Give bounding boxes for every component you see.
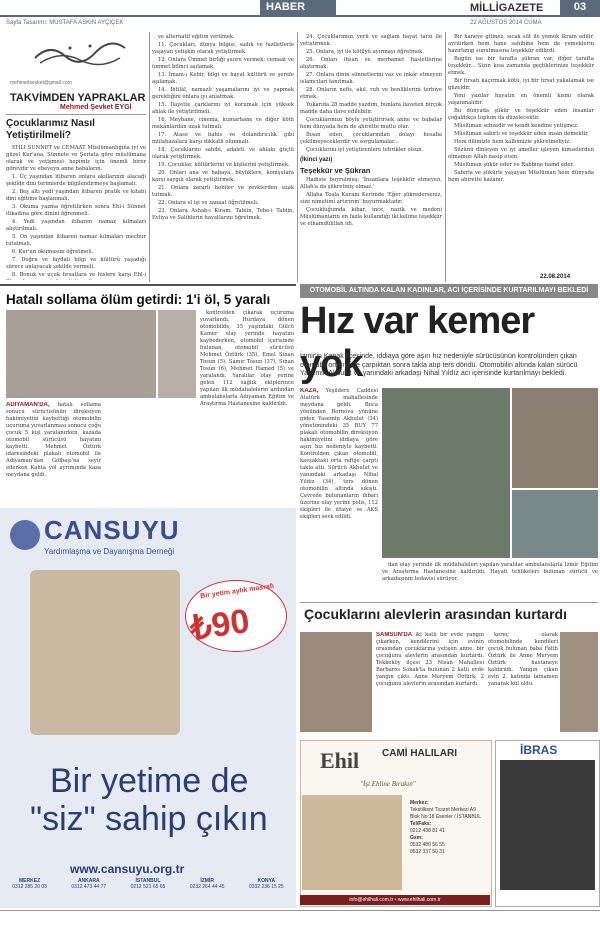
cocuk-headline: Çocuklarını alevlerin arasından kurtardı — [304, 606, 567, 622]
kemer-photo-1 — [382, 388, 510, 558]
crash-scene-photo — [6, 310, 156, 398]
issue-date: 22 AĞUSTOS 2014 CUMA — [470, 20, 542, 26]
children-photo — [30, 570, 180, 735]
ehil-contact: Merkez: Tekstilkent Ticaret Merkezi A9 Blok No:18 Esenler / İSTANBUL Tel/Faks: 0212 438 81 41 Gsm: 0532 480 56 55 0532 337 50 31 — [410, 800, 482, 855]
col-divider — [149, 32, 150, 282]
office-item: MERKEZ 0312 285 20 03 — [12, 878, 47, 890]
kemer-headline: Hız var kemer yok — [300, 300, 535, 385]
kemer-body: KAZA, Yeşildere Caddesi Atatürk mahallesinde meydana geldi. Buca yönünden Bornova yönüne giden Yasemin Akbulut (34) yönetimindeki 35 BUY 77 plakalı otomobilin direksiyon hakimiyetini iddiaya göre aşırı hız nedeniyle kaybetti. Kontrolden çıkan otomobil, kavşaktaki orta refüje çarptı takla attı. Sürücü Akbulut ve yanındaki arkadaşı Nihal Yıldız (34), ters dönen otomobilin altında sıkıştı. Çevrede bulunanların ihbarı üzerine olay yerine polis, 112 ekipleri ile itfaiye ve AKS ekipleri sevk edildi. — [300, 388, 378, 520]
newspaper-name: MİLLİGAZETE — [470, 2, 544, 14]
column-author: Mehmed Şevket EYGİ — [60, 104, 132, 111]
slogan-line-2: "siz" sahip çıkın — [30, 800, 268, 838]
article-column-1: EHLİ SÜNNET ve CEMAAT Müslümanlığına iyi ve güzel Kur'ana, Sünnete ve Şeriata göre müslümana olarak ve yetişmesi hepimiz için önemli birer görevdir ve ebeveyn anne babaların. 1. Üç yaşından itibaren onlara akıllarının alacağı şekilde dini terimlerde bilgilendirmeye başlamalı. 2. Beş altı yedi yaşından itibaren pratik ve kitabi dini eğitime başlanmalı. 3. Okuma yazma öğretilirken sonra Ehl-i Sünnet itikadına göre dinini öğrenmeli. 4. Yedi yaşından itibaren namaz kılmaları alıştırılmalı. 5. On yaşından itibaren namaz kılmaları mecbur tutulmalı. 6. Kur'an okumasını öğretmeli. 7. Doğru ve faydalı bilgi ve kültürü yaşadığı sürece anlayacak şekilde vermeli. 8. Bonuk ve uçuk fırsatlara ve hislere karşı Ehl-i — [6, 145, 146, 278]
section-label: HABER — [260, 0, 336, 15]
kemer-photo-3 — [512, 490, 598, 558]
cansuyu-subtitle: Yardımlaşma ve Dayanışma Derneği — [44, 547, 175, 556]
kemer-lead: İzmir'in Konak ilçesinde, iddiaya göre aşırı hız nedeniyle sürücüsünün kontrolünden çıkan otomobil orta refüje çarpıktan sonra takla atıp ters döndü. Otomobilin altında kalan sürücü Yasemin Akbulut ve yanındaki arkadaşı Nihal Yıldız acı içerisinde kurtarılmayı bekledi. — [300, 353, 578, 377]
cocuk-body-b: kereç olarak otomobilinde kendileri çocuk bulunan baba Fatih Öztürk ile Anne Meryem Öztürk hastaneye kaldırıldı. Yangın çıkan evin 2. katında tamamen yanarak kül oldu. — [488, 632, 558, 687]
cansuyu-brand: CANSUYU — [44, 515, 180, 545]
ehil-web[interactable]: info@ehilhali.com.tr • www.ehilhali.com.tr — [300, 895, 490, 905]
footer-rule — [0, 910, 600, 911]
slogan-line-1: Bir yetime de — [50, 762, 249, 800]
hatali-headline: Hatalı sollama ölüm getirdi: 1'i öl, 5 yaralı — [6, 292, 271, 307]
hatali-body-1: ADIYAMAN'DA, hatalı sollama sonucu sürücüsünün direksiyon hakimiyetini kaybettiği otomobilin uçuruma yuvarlanması sonucu çoğu çocuk 5 kişi yaralanırken, kazada otomobil sürücüsü hayatını kaybetti. Mehmet Öztürk idaresindeki plakalı otomobil ile Adıyaman'dan Gölbaşı'na seyir ederken Kahta yol ayrımında kaza meydana geldi. — [6, 402, 101, 478]
crash-scene-photo-2 — [158, 310, 196, 398]
kemer-kicker: OTOMOBİL ALTINDA KALAN KADINLAR, ACI İÇERİSİNDE KURTARILMAYI BEKLEDİ — [300, 284, 598, 298]
article-column-2: ve alternatif eğitim verilmek. 11. Çocukları, dünya bilgisi, sadık ve faziletlerle yaşayan yetişkin olarak yetiştirmek. 12. Onlara Ümmet birliği şuuru vermek; cemaat ve ümmet bilinci aşılamak. 13. İmam-ı Kebir, bilgi ve hayat kültürü ve şerefe aşılamak. 14. İhtilâl, namazlı yaşamalarını iyi ve yapmak gerektiğini onlara iyi anlatmak. 15. İlayette çarklarını iyi korumak için yüksek ahlak ile yetiştirilmeli. 16. Meyhane, cinema, kumarhane ve diğer kötü mekânlardan uzak tutmalı. 17. Atase ve bahis ve dolandırıcılık gibi mülahazalara karşı dikkatli olunmalı. 18. Çocuklarını sahibi, adaleti ve ahlakı güçlü olarak yetiştirmek. 19. Çocuklar, kültürlerini ve kişilerini yetiştirmek. 20. Onları ana ve babaya, büyüklere, komşulara karşı saygılı olarak yetiştirmek. 21. Onlara zararlı hobiler ve zevklerden uzak tutmak. 22. Onlara el işi ve zanaat öğretilmeli. 23. Onlara Ashab-ı Kiram, Tabiin, Tebe-i Tabiin, Evliya ve Salihlerin hayatlarını öğretmek. — [152, 34, 294, 221]
kemer-body-b: dan olay yerinde ilk müdahaleleri yapılan yaralılar ambulanslarla İzmir Eğitim ve Araştırma Hastanesine kaldırıldı. Hayati tehlikeleri bulunan sürücü ve arkadaşının tedavisi sürüyor. — [382, 562, 598, 582]
fire-photo-1 — [300, 632, 372, 732]
pipe-coil-image — [500, 760, 595, 890]
article-column-4: Bir haneye gitmez, sıcak süt ile yemek ikram edilir, ayrılırken hem hane sahibine hem de yemeklerin hazırlanıp sunulmasına teşekkür edilirdi. Bugün ise bir tarafta şükran var, diğer tarafta teşekkür... Sizin kısa zamanda geçtiklerinize teşekkür etmek. Bir fırsatı kaçırmak kötü, iyi bir fırsat yakalamak ise güzeldir. Yeni yazılar hayatın en önemli kısmı olarak yaşanmalıdır. Bu dünyada şükür ve teşekkür eden insanlar çoğaldıkça toplum da düzelecektir. Müslüman sebzedir ve kendi kendine yetişmez. Müslüman sabırlı ve teşekkür eden insan demektir. Hem dilimizle hem kalbimizle şükretmeliyiz. Sözünü dinleyen ve iyi ameller işleyen kimselerden olmamızı Allah nasip etsin. Müslüman şükür eder ve Rabbine hamd eder. Sabırla ve şükürle yaşayan Müslüman hem dünyada hem ahirette kazanır. — [448, 34, 594, 183]
subhead-kicker: (İkinci yazı) — [300, 157, 333, 163]
ehil-brand: Ehil — [320, 748, 360, 773]
col-divider — [297, 32, 298, 282]
badge-text: Bir yetim aylık masrafı — [199, 582, 275, 601]
ehil-slogan: "İşi Ehline Bırakın" — [360, 780, 416, 788]
column-signoff-date: 22.08.2014 — [540, 274, 571, 280]
carpet-image — [302, 795, 402, 890]
calligraphy-logo-icon — [30, 38, 130, 68]
subhead: Teşekkür ve Şükran — [300, 166, 371, 175]
column-email: mehmedsevket@gmail.com — [10, 80, 72, 86]
col-divider — [445, 32, 446, 282]
cansuyu-url[interactable]: www.cansuyu.org.tr — [70, 862, 185, 876]
office-item: ANKARA 0312 473 44 77 — [71, 878, 107, 890]
article-column-3: 24. Çocuklarımızı yerli ve sağlam hayat tarzı ile yetiştirmek. 25. Onlara, iyi ile kötüyü ayırmayı öğretmek. 26. Onları ihsan ve merhamet hasletlerine alıştırmak. 27. Onlara dinin sünnetlerini vaz ve inkâr etmeyen islamcıları tanıtmak. 28. Onların nefis, akıl, ruh ve benliklerini terbiye etmek. Yukarıda 28 madde yazdım, bunlara ilaveten birçok madde daha ilave edilebilir. Çocuklarımızı böyle yetiştirirsek anne ve babalar hem dünyada hem de ahirette mutlu olur. İhsan eden, çocuklarından dolayı hesaba çekilmeyeceklerdir ve sorgulamalar... Çocuklarını iyi yetiştirenlere tebrikler olsun. (İkinci yazı) Teşekkür ve Şükran Hadiste buyrulmuş: 'İnsanlara teşekkür etmeyen, Allah'a da şükretmiş olmaz.' Allaha Teala Kuranı Kerimde 'Eğer şükrederseniz, size nimetimi artırırım' buyurmaktadır. Çocukluğumda kibar, ince, nazik ve medeni Müslümanların en fazla kullandığı iki kelime teşekkür ve elhamdülillah idi. — [300, 34, 442, 227]
office-item: İSTANBUL 0212 521 65 65 — [130, 878, 166, 890]
office-list — [0, 878, 296, 890]
office-item: KONYA 0332 236 15 25 — [248, 878, 284, 890]
page-design-credit: Sayfa Tasarımı: MUSTAFA ASKIN AYÇİÇEK — [6, 20, 124, 26]
cansuyu-logo-icon — [10, 520, 40, 550]
section-divider — [0, 284, 296, 286]
divider — [300, 602, 598, 603]
cocuk-body: SAMSUN'DA iki katlı bir evde yangın çıkarken, kendilerini için evinin orasından çocuklarına yetişen anne, bir çocuğunu alevlerin arasından kurtardı. Tekkeköy ilçesi 23 Nisan Mahallesi Barbaros Sokak'ta bulunan 2 katlı evde yangın çıktı. Anne Meryem Öztürk, 2 çocuğunu alevlerin arasından kurtardı. — [376, 632, 484, 687]
ibras-brand: İBRAS — [520, 743, 558, 757]
price-value: ₺90 — [187, 602, 252, 648]
column-article-title: Çocuklarımız Nasıl Yetiştirilmeli? — [6, 118, 95, 141]
page-number: 03 — [560, 0, 600, 15]
ehil-product: CAMİ HALILARI — [382, 748, 457, 759]
column-name: TAKVİMDEN YAPRAKLAR — [10, 92, 146, 104]
divider — [6, 114, 146, 115]
fire-photo-2 — [560, 632, 598, 732]
office-item: İZMİR 0232 264 44 45 — [189, 878, 225, 890]
kemer-photo-2 — [512, 388, 598, 488]
header-rule — [0, 15, 600, 17]
hatali-body-2: kontrolden çıkarak uçuruma yuvarlandı. Hurdaya dönen otomobilde, 35 yaşındaki Gülcü Kamer olay yerinde hayatını kaybederken, otomobil içerisinde bulunan, otomobil sürücüsü Mehmet Öztürk (35), Emel Sinan Tosun (5), Samir Tosun (37), Sinan Tosun (6), Mehmet Hamed (5) ve yaralandı. Yaralılar olay yerine gelen 112 sağlık ekiplerince yapılan ilk müdahalelerin ardından ambulanslarla Adıyaman Eğitim ve Araştırma Hastanesine kaldırıldı. — [200, 310, 294, 407]
